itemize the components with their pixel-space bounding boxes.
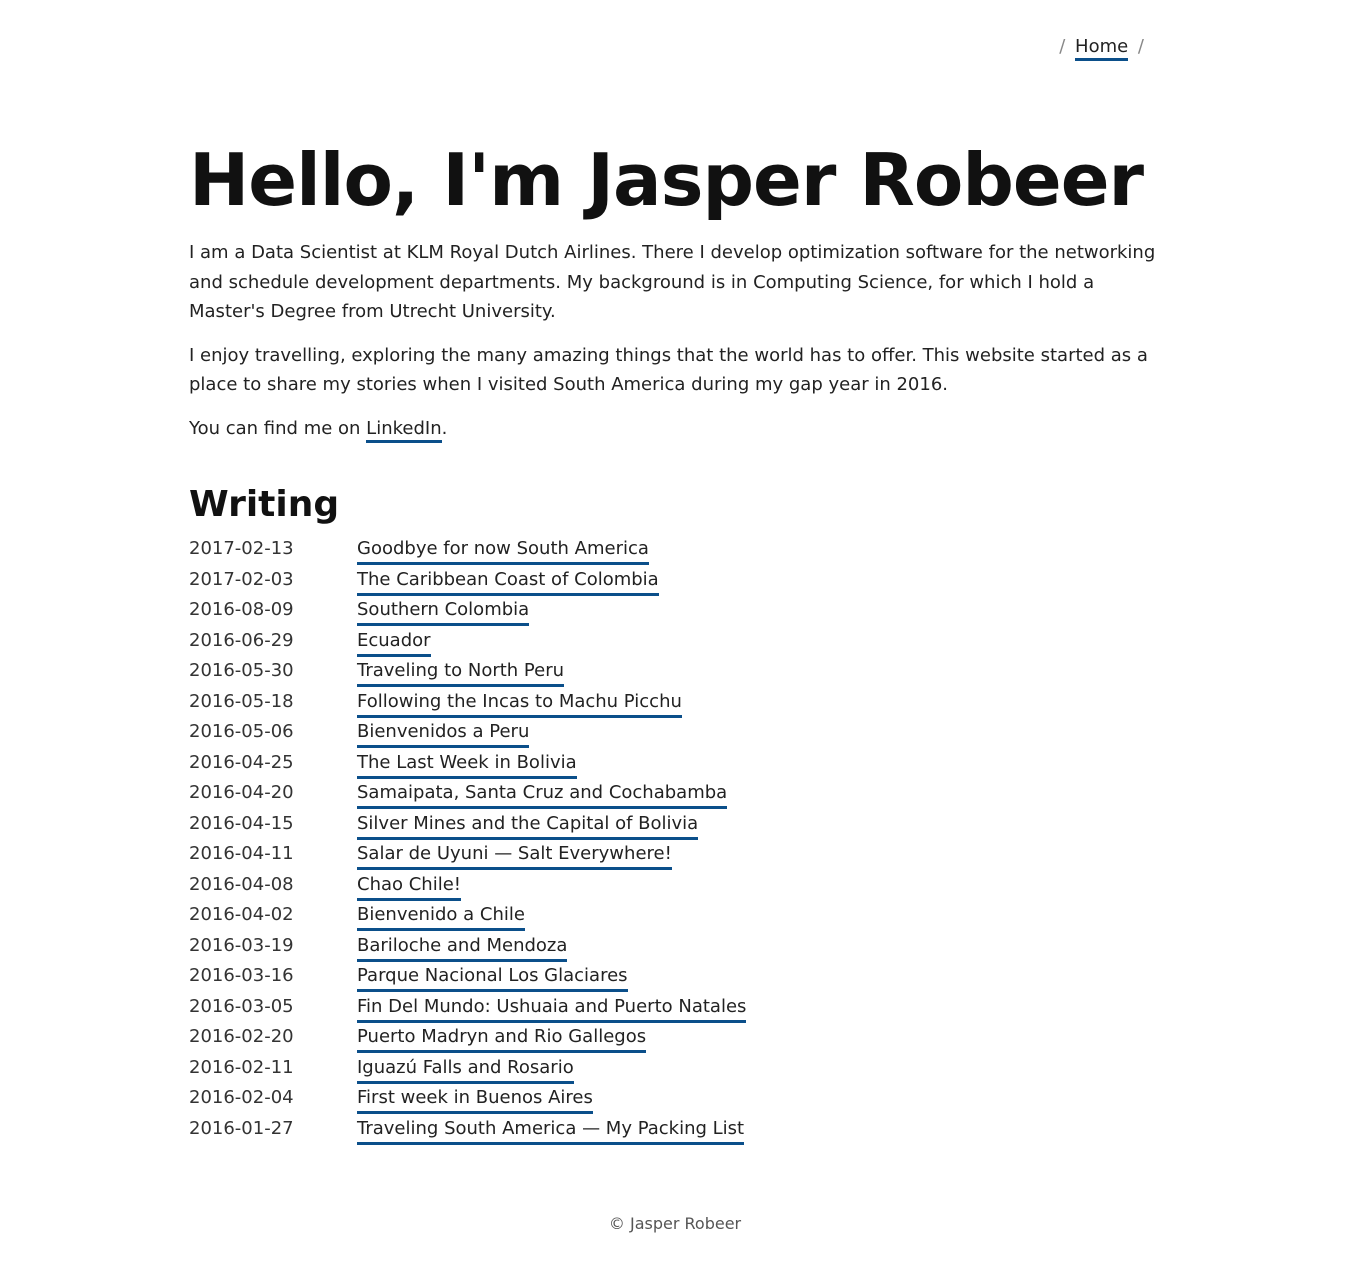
post-date: 2016-04-15 xyxy=(189,812,294,834)
breadcrumb-separator: / xyxy=(1137,36,1144,57)
post-date: 2016-03-19 xyxy=(189,934,294,956)
post-list-item xyxy=(189,568,1164,599)
page-title: Hello, I'm Jasper Robeer xyxy=(189,138,1144,222)
post-date: 2016-03-05 xyxy=(189,995,294,1017)
post-title-link[interactable]: Ecuador xyxy=(357,629,431,657)
home-link[interactable]: Home xyxy=(1075,36,1128,61)
post-date: 2016-04-25 xyxy=(189,751,294,773)
post-date: 2016-03-16 xyxy=(189,965,294,986)
post-date: 2016-05-30 xyxy=(189,660,294,681)
find-me-prefix: You can find me on xyxy=(189,417,367,439)
post-list-item xyxy=(189,751,1164,782)
post-title-link[interactable]: Samaipata, Santa Cruz and Cochabamba xyxy=(357,781,727,809)
post-date: 2016-02-11 xyxy=(189,1056,294,1078)
post-date: 2016-06-29 xyxy=(189,629,294,651)
post-date: 2016-02-04 xyxy=(189,1087,294,1108)
post-title-link[interactable]: Traveling to North Peru xyxy=(357,659,564,687)
copyright-text: © Jasper Robeer xyxy=(608,1214,742,1233)
post-title-link[interactable]: First week in Buenos Aires xyxy=(357,1086,593,1114)
post-title-link[interactable]: Salar de Uyuni — Salt Everywhere! xyxy=(357,842,672,870)
post-title-link[interactable]: Bienvenido a Chile xyxy=(357,903,525,931)
post-list-item xyxy=(189,964,1164,995)
post-list-item xyxy=(189,598,1164,629)
post-list-item xyxy=(189,690,1164,721)
post-list-item xyxy=(189,934,1164,965)
post-title-link[interactable]: Goodbye for now South America xyxy=(357,537,649,565)
post-date: 2016-08-09 xyxy=(189,599,294,620)
post-date: 2016-02-20 xyxy=(189,1026,294,1047)
post-date: 2016-04-02 xyxy=(189,904,294,925)
post-list-item xyxy=(189,812,1164,843)
post-list-item xyxy=(189,537,1164,568)
post-date: 2016-05-06 xyxy=(189,721,294,742)
post-date: 2017-02-03 xyxy=(189,568,294,590)
post-list-item xyxy=(189,903,1164,934)
breadcrumb-separator: / xyxy=(1059,36,1066,57)
post-list-item xyxy=(189,1025,1164,1056)
post-date: 2016-04-20 xyxy=(189,782,294,803)
post-list-item xyxy=(189,659,1164,690)
post-date: 2016-04-11 xyxy=(189,843,294,864)
intro-paragraph-job: I am a Data Scientist at KLM Royal Dutch Airlines. There I develop optimization software for the networking and schedule development departments. My background is in Computing Science, for which I hold a Master's Degree from Utrecht University. xyxy=(189,242,1156,322)
post-title-link[interactable]: Iguazú Falls and Rosario xyxy=(357,1056,574,1084)
footer xyxy=(0,1214,1350,1233)
post-title-link[interactable]: Chao Chile! xyxy=(357,873,461,901)
find-me-suffix: . xyxy=(441,417,448,439)
post-list-item xyxy=(189,873,1164,904)
post-date: 2016-04-08 xyxy=(189,873,294,895)
intro-paragraph-travel: I enjoy travelling, exploring the many amazing things that the world has to offer. This website started as a place to share my stories when I visited South America during my gap year in 2016. xyxy=(189,344,1148,395)
post-title-link[interactable]: Bienvenidos a Peru xyxy=(357,720,529,748)
post-title-link[interactable]: Bariloche and Mendoza xyxy=(357,934,567,962)
breadcrumb xyxy=(1059,36,1144,57)
post-list-item xyxy=(189,1086,1164,1117)
post-title-link[interactable]: The Last Week in Bolivia xyxy=(357,751,577,779)
post-list-item xyxy=(189,781,1164,812)
post-list-item xyxy=(189,720,1164,751)
post-title-link[interactable]: Following the Incas to Machu Picchu xyxy=(357,690,682,718)
post-title-link[interactable]: Silver Mines and the Capital of Bolivia xyxy=(357,812,698,840)
post-title-link[interactable]: Traveling South America — My Packing List xyxy=(357,1117,744,1145)
post-date: 2017-02-13 xyxy=(189,538,294,559)
post-list-item xyxy=(189,1117,1164,1148)
linkedin-link[interactable]: LinkedIn xyxy=(366,418,441,443)
post-list-item xyxy=(189,842,1164,873)
post-list xyxy=(189,537,1164,1147)
post-list-item xyxy=(189,1056,1164,1087)
post-date: 2016-01-27 xyxy=(189,1117,294,1139)
post-title-link[interactable]: The Caribbean Coast of Colombia xyxy=(357,568,659,596)
find-me-paragraph xyxy=(189,414,1164,444)
post-title-link[interactable]: Fin Del Mundo: Ushuaia and Puerto Natales xyxy=(357,995,746,1023)
post-date: 2016-05-18 xyxy=(189,690,294,712)
writing-heading: Writing xyxy=(189,484,340,525)
post-list-item xyxy=(189,995,1164,1026)
main-content xyxy=(189,136,1164,1147)
post-title-link[interactable]: Puerto Madryn and Rio Gallegos xyxy=(357,1025,646,1053)
post-title-link[interactable]: Parque Nacional Los Glaciares xyxy=(357,964,628,992)
post-title-link[interactable]: Southern Colombia xyxy=(357,598,529,626)
post-list-item xyxy=(189,629,1164,660)
